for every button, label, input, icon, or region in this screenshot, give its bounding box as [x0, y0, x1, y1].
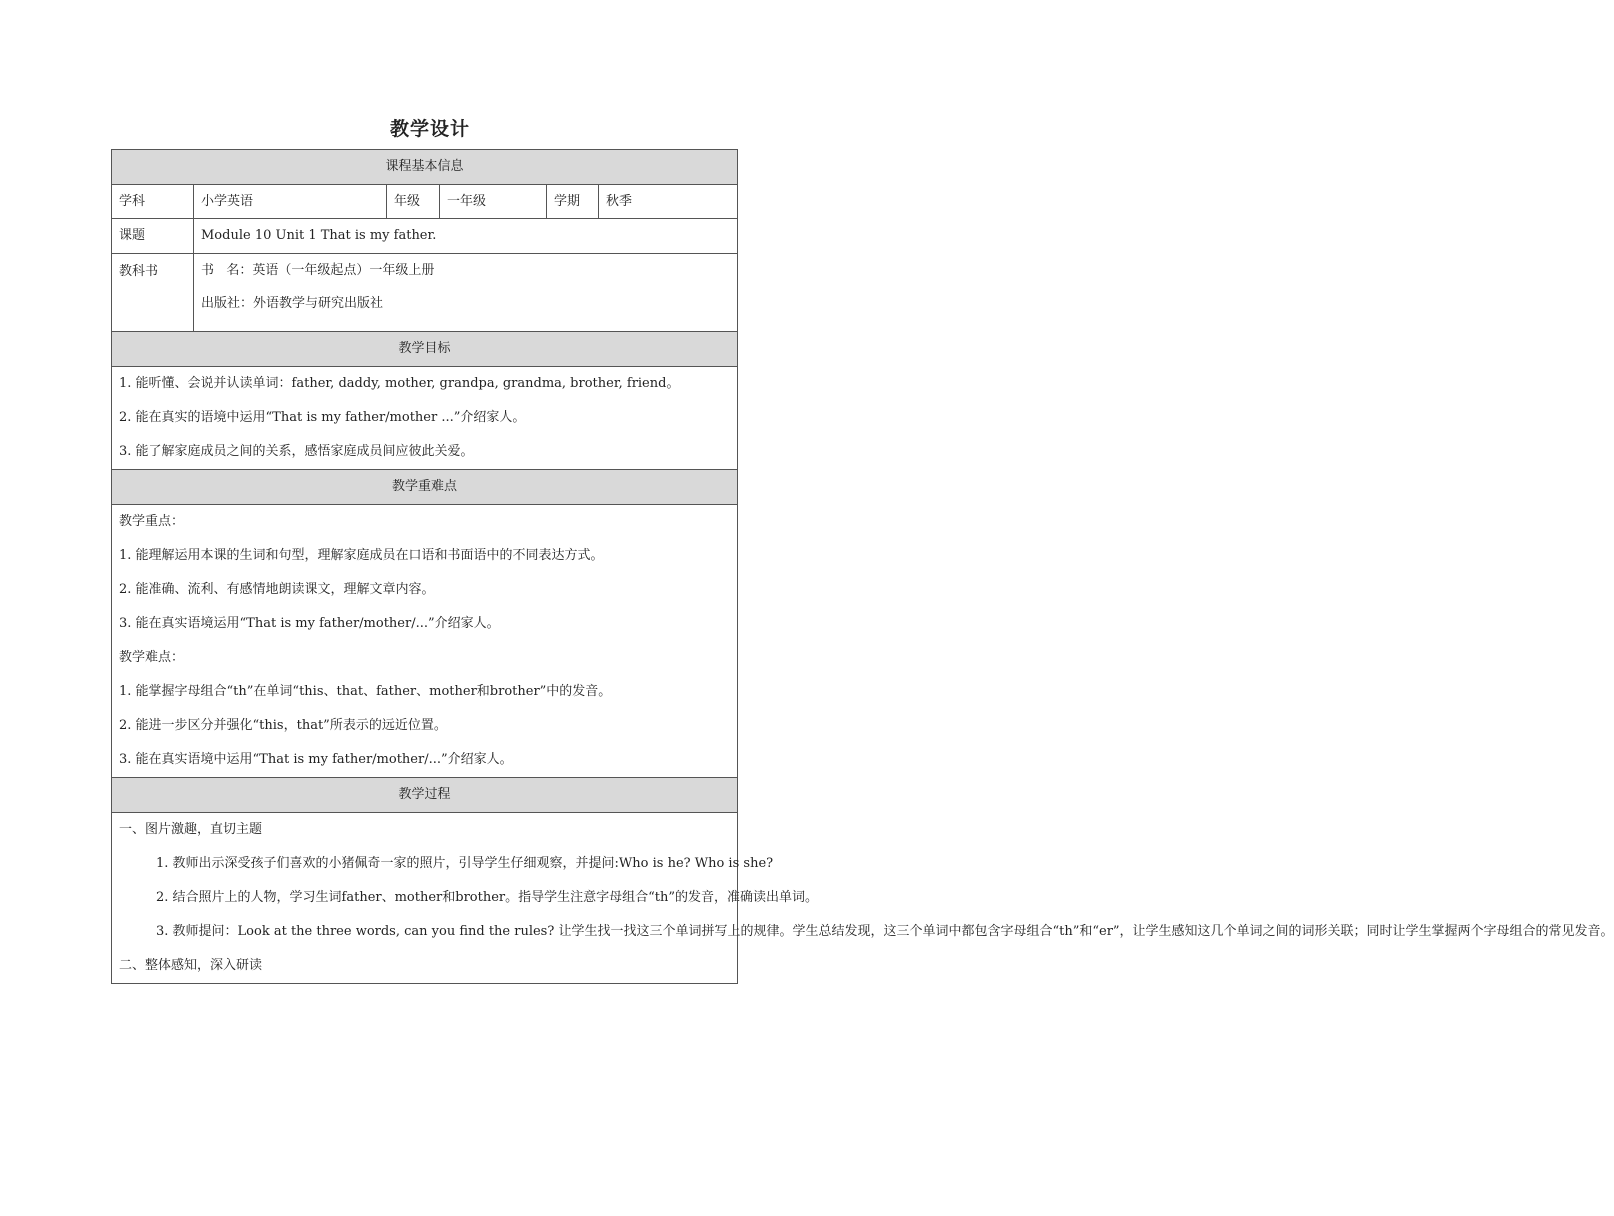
grade-label: 年级: [387, 185, 440, 219]
difficulty-item: 3. 能在真实语境中运用“That is my father/mother/...”介绍家人。: [119, 752, 513, 768]
subject-value: 小学英语: [194, 185, 387, 219]
focus-item: 1. 能理解运用本课的生词和句型，理解家庭成员在口语和书面语中的不同表达方式。: [119, 548, 604, 564]
process-step-3: 3. 教师提问：Look at the three words, can you find the rules? 让学生找一找这三个单词拼写上的规律。学生总结发现，这三个单词中都包含字母组合“th”和“er”，让学生感知这几个单词之间的词形关联；同时让学生掌握两个字母组合的常见发音。: [156, 923, 1614, 939]
objective-item: 2. 能在真实的语境中运用“That is my father/mother ...”介绍家人。: [119, 410, 526, 426]
lesson-plan-table: [111, 149, 1614, 984]
process-section-2: 二、整体感知，深入研读: [119, 957, 263, 973]
key-points-list: [112, 505, 738, 778]
objectives-list: [112, 367, 738, 470]
textbook-value: [194, 254, 738, 332]
focus-item: 3. 能在真实语境运用“That is my father/mother/...”介绍家人。: [119, 616, 500, 632]
textbook-title: 书 名：英语（一年级起点）一年级上册: [201, 262, 435, 278]
grade-value: 一年级: [440, 185, 547, 219]
process-step-2: 2. 结合照片上的人物，学习生词father、mother和brother。指导学生注意字母组合“th”的发音，准确读出单词。: [156, 889, 819, 905]
focus-item: 2. 能准确、流利、有感情地朗读课文，理解文章内容。: [119, 582, 435, 598]
objectives-header: 教学目标: [112, 332, 738, 367]
topic-label: 课题: [112, 219, 194, 254]
objective-item: 1. 能听懂、会说并认读单词：father, daddy, mother, grandpa, grandma, brother, friend。: [119, 376, 680, 392]
process-section-1: 一、图片激趣，直切主题: [119, 821, 263, 837]
process-step-1: 1. 教师出示深受孩子们喜欢的小猪佩奇一家的照片，引导学生仔细观察，并提问:Who is he? Who is she?: [156, 855, 774, 871]
page-title: 教学设计: [389, 118, 470, 140]
process-content: [112, 813, 1614, 984]
difficulty-label: 教学难点：: [119, 650, 185, 666]
textbook-label: 教科书: [112, 254, 194, 332]
focus-label: 教学重点：: [119, 514, 185, 530]
process-header: 教学过程: [112, 778, 738, 813]
term-label: 学期: [547, 185, 599, 219]
basic-info-header: 课程基本信息: [112, 150, 738, 185]
difficulty-item: 1. 能掌握字母组合“th”在单词“this、that、father、mother和brother”中的发音。: [119, 684, 612, 700]
difficulty-item: 2. 能进一步区分并强化“this，that”所表示的远近位置。: [119, 718, 447, 734]
topic-value: Module 10 Unit 1 That is my father.: [194, 219, 738, 254]
term-value: 秋季: [599, 185, 738, 219]
key-points-header: 教学重难点: [112, 470, 738, 505]
objective-item: 3. 能了解家庭成员之间的关系，感悟家庭成员间应彼此关爱。: [119, 444, 474, 460]
textbook-publisher: 出版社：外语教学与研究出版社: [201, 295, 384, 311]
subject-label: 学科: [112, 185, 194, 219]
